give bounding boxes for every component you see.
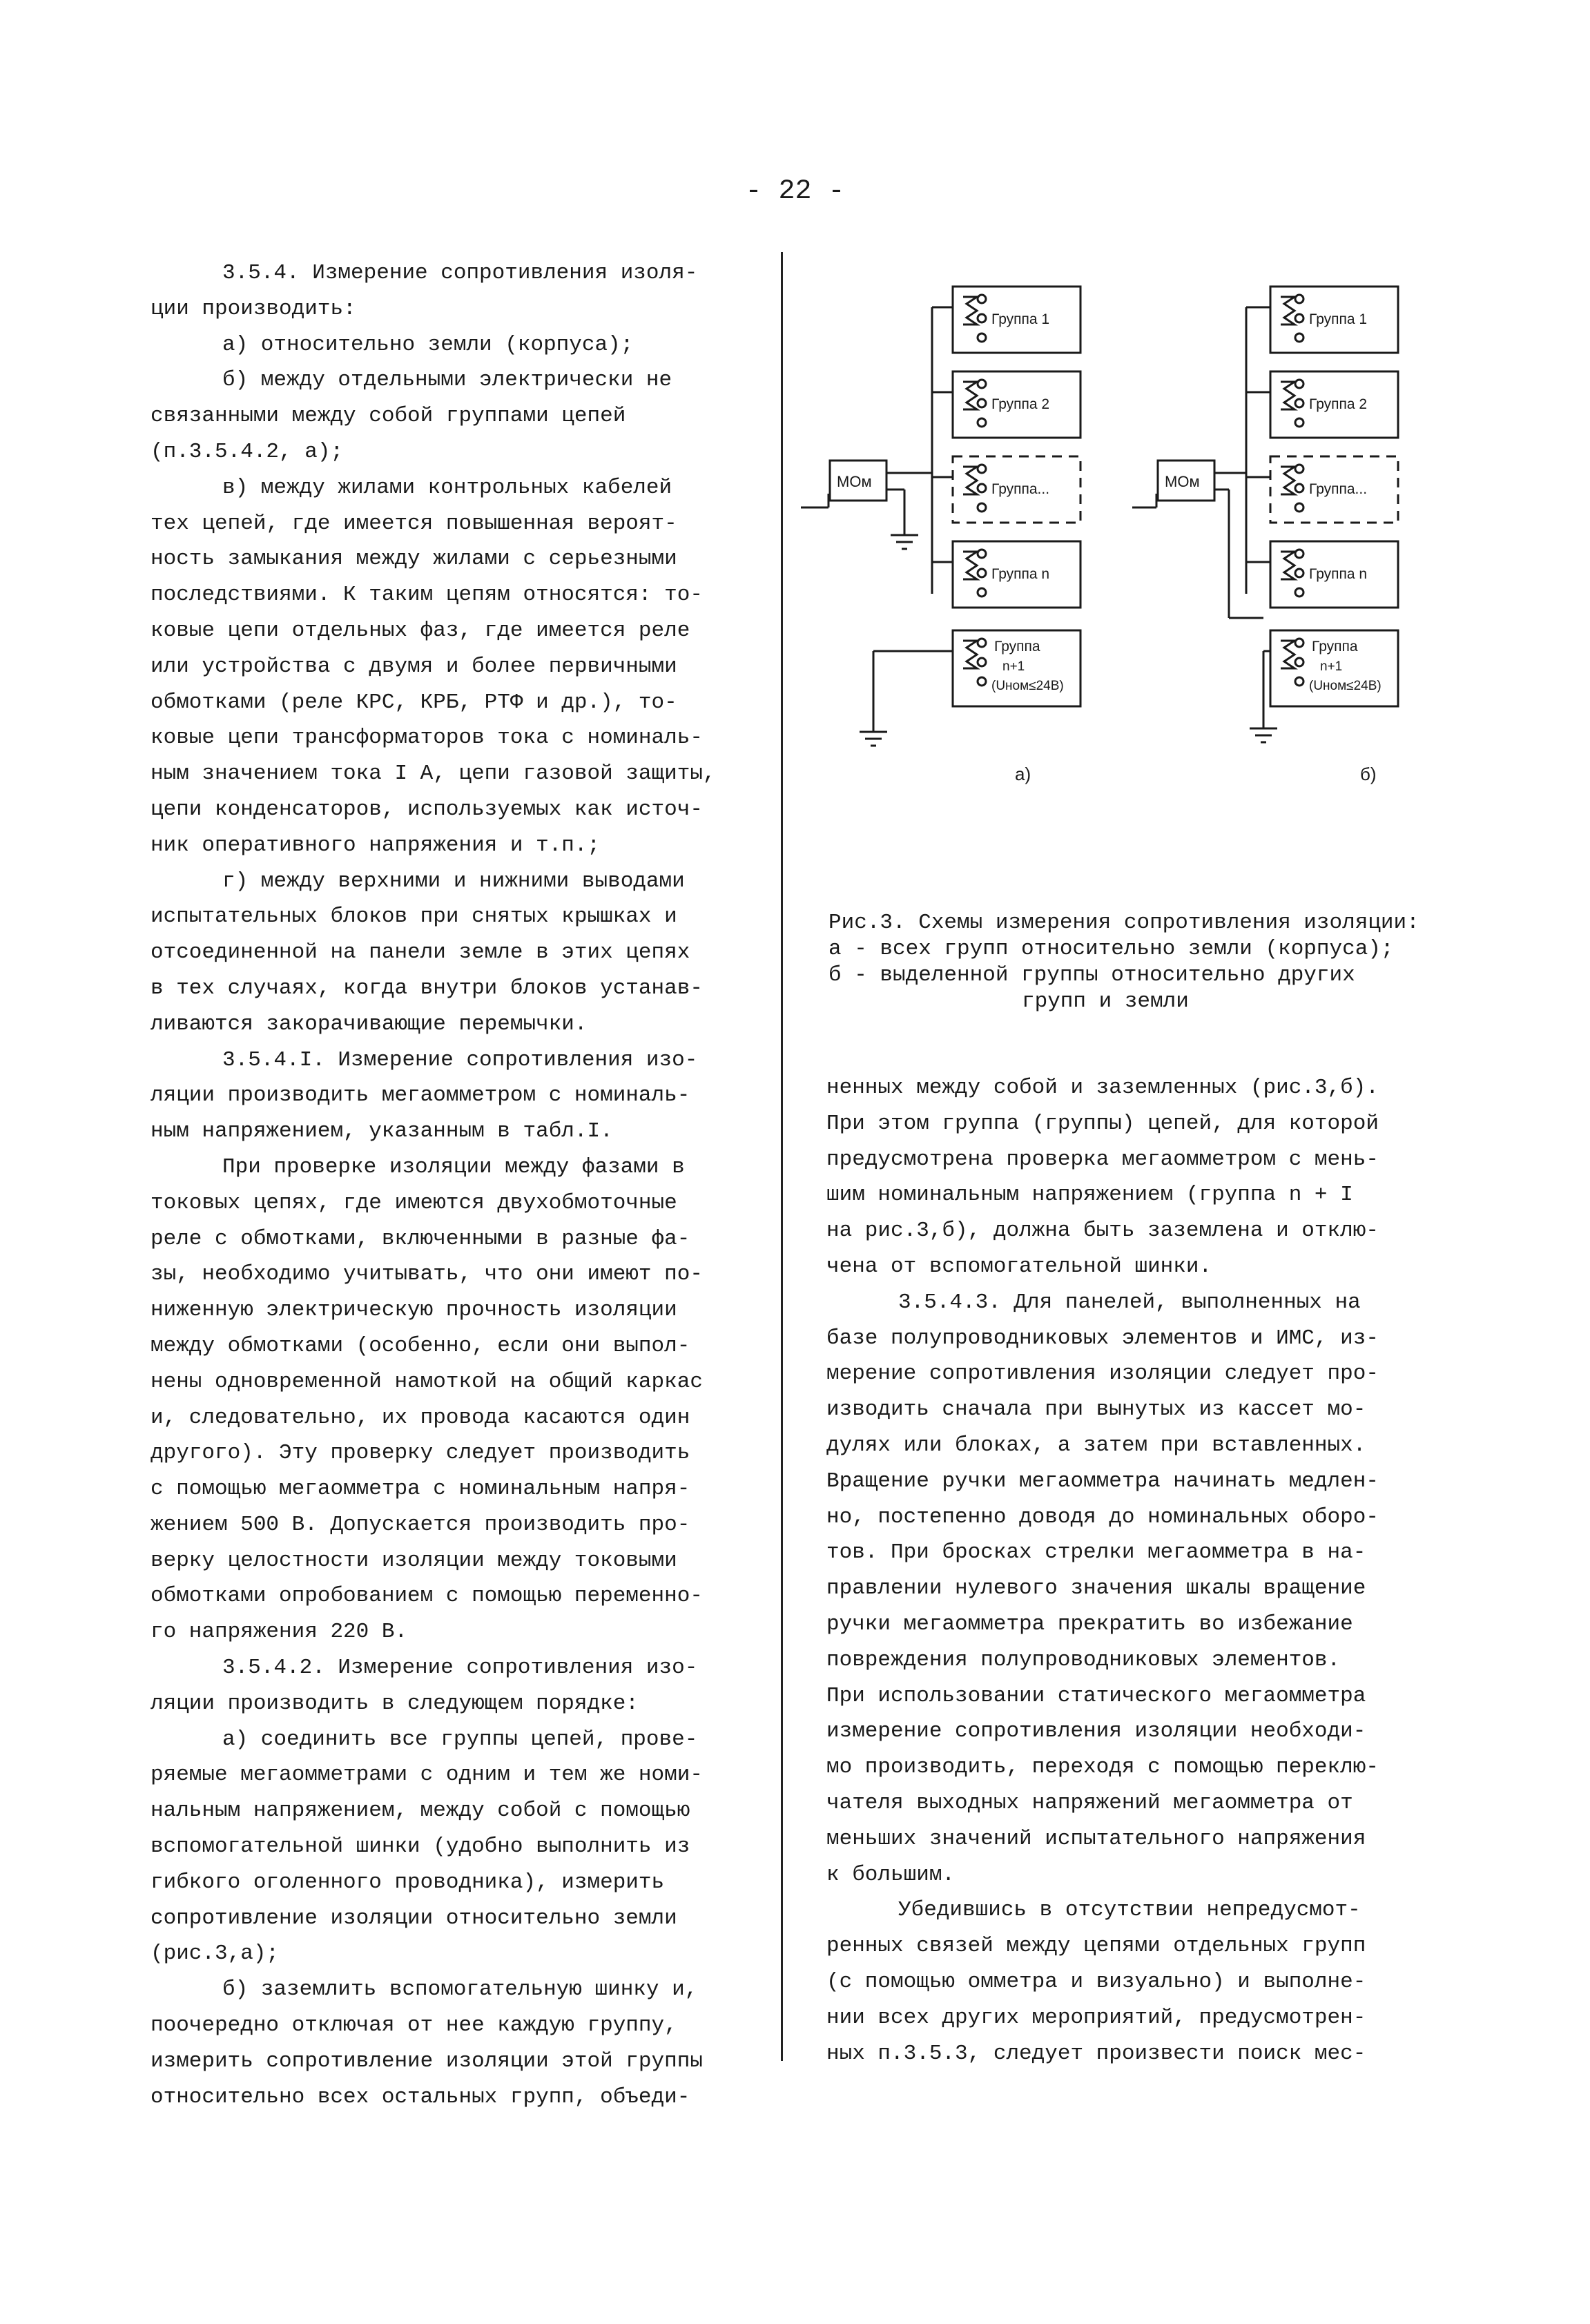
text-line: ниженную электрическую прочность изоляции (151, 1298, 677, 1323)
text-line: б) между отдельными электрически не (222, 368, 672, 393)
text-line: (п.3.5.4.2, а); (151, 439, 344, 464)
text-line: обмотками (реле КРС, КРБ, РТФ и др.), то- (151, 690, 677, 715)
text-line: б) заземлить вспомогательную шинку и, (222, 1977, 698, 2002)
text-line: При этом группа (группы) цепей, для которой (826, 1111, 1379, 1136)
voltage-label: (Uном≤24В) (991, 679, 1064, 693)
text-line: предусмотрена проверка мегаомметром с мень- (826, 1147, 1379, 1172)
text-line: в) между жилами контрольных кабелей (222, 475, 672, 500)
text-line: отсоединенной на панели земле в этих цепях (151, 940, 690, 965)
text-line: гибкого оголенного проводника), измерить (151, 1870, 665, 1895)
text-line: но, постепенно доводя до номинальных оборо- (826, 1504, 1379, 1529)
text-line: ным значением тока I А, цепи газовой защиты, (151, 762, 716, 786)
text-line: к большим. (826, 1862, 956, 1887)
text-line: ренных связей между цепями отдельных групп (826, 1934, 1366, 1959)
text-line: последствиями. К таким цепям относятся: то- (151, 583, 703, 608)
text-line: испытательных блоков при снятых крышках и (151, 904, 677, 929)
text-line: ции производить: (151, 296, 356, 321)
text-line: вспомогательной шинки (удобно выполнить из (151, 1834, 690, 1859)
text-line: 3.5.4.3. Для панелей, выполненных на (898, 1290, 1361, 1315)
text-line: мерение сопротивления изоляции следует про- (826, 1362, 1379, 1386)
text-line: 3.5.4.I. Измерение сопротивления изо- (222, 1047, 698, 1072)
text-line: измерить сопротивление изоляции этой группы (151, 2049, 703, 2073)
group-label: Группа n (1309, 566, 1368, 582)
text-line: относительно всех остальных групп, объеди- (151, 2084, 690, 2109)
text-line: нии всех других мероприятий, предусмотрен- (826, 2005, 1366, 2030)
right-text-column (826, 1070, 1451, 2071)
text-line: правлении нулевого значения шкалы вращение (826, 1576, 1366, 1601)
group-label: Группа... (1309, 481, 1368, 497)
caption-line: а - всех групп относительно земли (корпуса); (828, 937, 1394, 961)
text-line: ник оперативного напряжения и т.п.; (151, 833, 601, 858)
group-label: Группа n (991, 566, 1050, 582)
text-line: Вращение ручки мегаомметра начинать медлен- (826, 1469, 1379, 1493)
column-divider (781, 252, 783, 2061)
text-line: изводить сначала при вынутых из кассет мо- (826, 1397, 1366, 1422)
voltage-label: (Uном≤24В) (1309, 679, 1381, 693)
left-text-column (151, 255, 762, 2115)
meter-label: МОм (837, 473, 872, 490)
text-line: дулях или блоках, а затем при вставленных. (826, 1433, 1366, 1458)
text-line: ных п.3.5.3, следует произвести поиск мес- (826, 2041, 1366, 2066)
text-line: жением 500 В. Допускается производить про- (151, 1512, 690, 1537)
text-line: между обмотками (особенно, если они выпол- (151, 1333, 690, 1358)
text-line: ным напряжением, указанным в табл.I. (151, 1119, 613, 1144)
text-line: ливаются закорачивающие перемычки. (151, 1011, 588, 1036)
text-line: тех цепей, где имеется повышенная вероят- (151, 511, 677, 536)
group-label: Группа 2 (1309, 396, 1368, 412)
text-line: ряемые мегаомметрами с одним и тем же номи- (151, 1763, 703, 1788)
schematic-diagram (787, 273, 1491, 894)
text-line: нальным напряжением, между собой с помощью (151, 1799, 690, 1823)
group-label: Группа (1312, 639, 1358, 655)
group-label: Группа 1 (991, 311, 1050, 327)
text-line: токовых цепях, где имеются двухобмоточные (151, 1190, 677, 1215)
group-label: Группа 1 (1309, 311, 1368, 327)
group-label: Группа... (991, 481, 1050, 497)
text-line: и, следовательно, их провода касаются один (151, 1405, 690, 1430)
text-line: реле с обмотками, включенными в разные фа- (151, 1226, 690, 1251)
meter-label: МОм (1165, 473, 1200, 490)
text-line: а) относительно земли (корпуса); (222, 332, 634, 357)
text-line: измерение сопротивления изоляции необходи- (826, 1719, 1366, 1744)
text-line: 3.5.4. Измерение сопротивления изоля- (222, 261, 698, 285)
figure-insulation-schemes (787, 273, 1491, 894)
text-line: в тех случаях, когда внутри блоков устанав- (151, 976, 703, 1000)
text-line: с помощью мегаомметра с номинальным напря- (151, 1477, 690, 1502)
text-line: При использовании статического мегаомметра (826, 1683, 1366, 1708)
text-line: или устройства с двумя и более первичными (151, 654, 677, 679)
group-index-label: n+1 (1320, 659, 1343, 674)
text-line: зы, необходимо учитывать, что они имеют по- (151, 1262, 703, 1287)
text-line: го напряжения 220 В. (151, 1620, 408, 1645)
text-line: шим номинальным напряжением (группа n + I (826, 1183, 1353, 1208)
text-line: чена от вспомогательной шинки. (826, 1254, 1212, 1279)
text-line: поочередно отключая от нее каждую группу, (151, 2013, 677, 2038)
text-line: другого). Эту проверку следует производить (151, 1441, 690, 1466)
text-line: При проверке изоляции между фазами в (222, 1154, 685, 1179)
group-label: Группа 2 (991, 396, 1050, 412)
page-number: - 22 - (745, 176, 845, 207)
scheme-a-label: а) (1015, 764, 1031, 784)
text-line: базе полупроводниковых элементов и ИМС, из- (826, 1326, 1379, 1350)
text-line: 3.5.4.2. Измерение сопротивления изо- (222, 1656, 698, 1681)
text-line: связанными между собой группами цепей (151, 404, 626, 429)
figure-caption (828, 910, 1491, 1015)
scheme-b-label: б) (1360, 764, 1377, 784)
text-line: сопротивление изоляции относительно земли (151, 1906, 677, 1930)
group-label: Группа (994, 639, 1040, 655)
text-line: тов. При бросках стрелки мегаомметра в на- (826, 1540, 1366, 1565)
text-line: ляции производить мегаомметром с номиналь- (151, 1083, 690, 1108)
text-line: на рис.3,б), должна быть заземлена и отклю- (826, 1219, 1379, 1243)
text-line: чателя выходных напряжений мегаомметра от (826, 1790, 1353, 1815)
group-index-label: n+1 (1002, 659, 1025, 674)
text-line: Убедившись в отсутствии непредусмот- (898, 1898, 1361, 1923)
text-line: ляции производить в следующем порядке: (151, 1691, 639, 1716)
text-line: меньших значений испытательного напряжения (826, 1826, 1366, 1851)
text-line: нены одновременной намоткой на общий каркас (151, 1369, 703, 1394)
text-line: повреждения полупроводниковых элементов. (826, 1647, 1341, 1672)
caption-line: Рис.3. Схемы измерения сопротивления изоляции: (828, 911, 1419, 935)
text-line: ненных между собой и заземленных (рис.3,б). (826, 1076, 1379, 1100)
caption-line: групп и земли (1022, 989, 1189, 1014)
text-line: ность замыкания между жилами с серьезными (151, 547, 677, 572)
text-line: (рис.3,а); (151, 1941, 280, 1966)
text-line: мо производить, переходя с помощью переклю- (826, 1755, 1379, 1780)
text-line: г) между верхними и нижними выводами (222, 869, 685, 893)
text-line: ручки мегаомметра прекратить во избежание (826, 1611, 1353, 1636)
text-line: ковые цепи трансформаторов тока с номиналь- (151, 726, 703, 751)
caption-line: б - выделенной группы относительно других (828, 963, 1355, 987)
text-line: верку целостности изоляции между токовыми (151, 1548, 677, 1573)
text-line: ковые цепи отдельных фаз, где имеется реле (151, 618, 690, 643)
text-line: а) соединить все группы цепей, прове- (222, 1727, 698, 1752)
text-line: обмотками опробованием с помощью переменно- (151, 1584, 703, 1609)
text-line: цепи конденсаторов, используемых как источ- (151, 797, 703, 822)
text-line: (с помощью омметра и визуально) и выполне- (826, 1969, 1366, 1994)
